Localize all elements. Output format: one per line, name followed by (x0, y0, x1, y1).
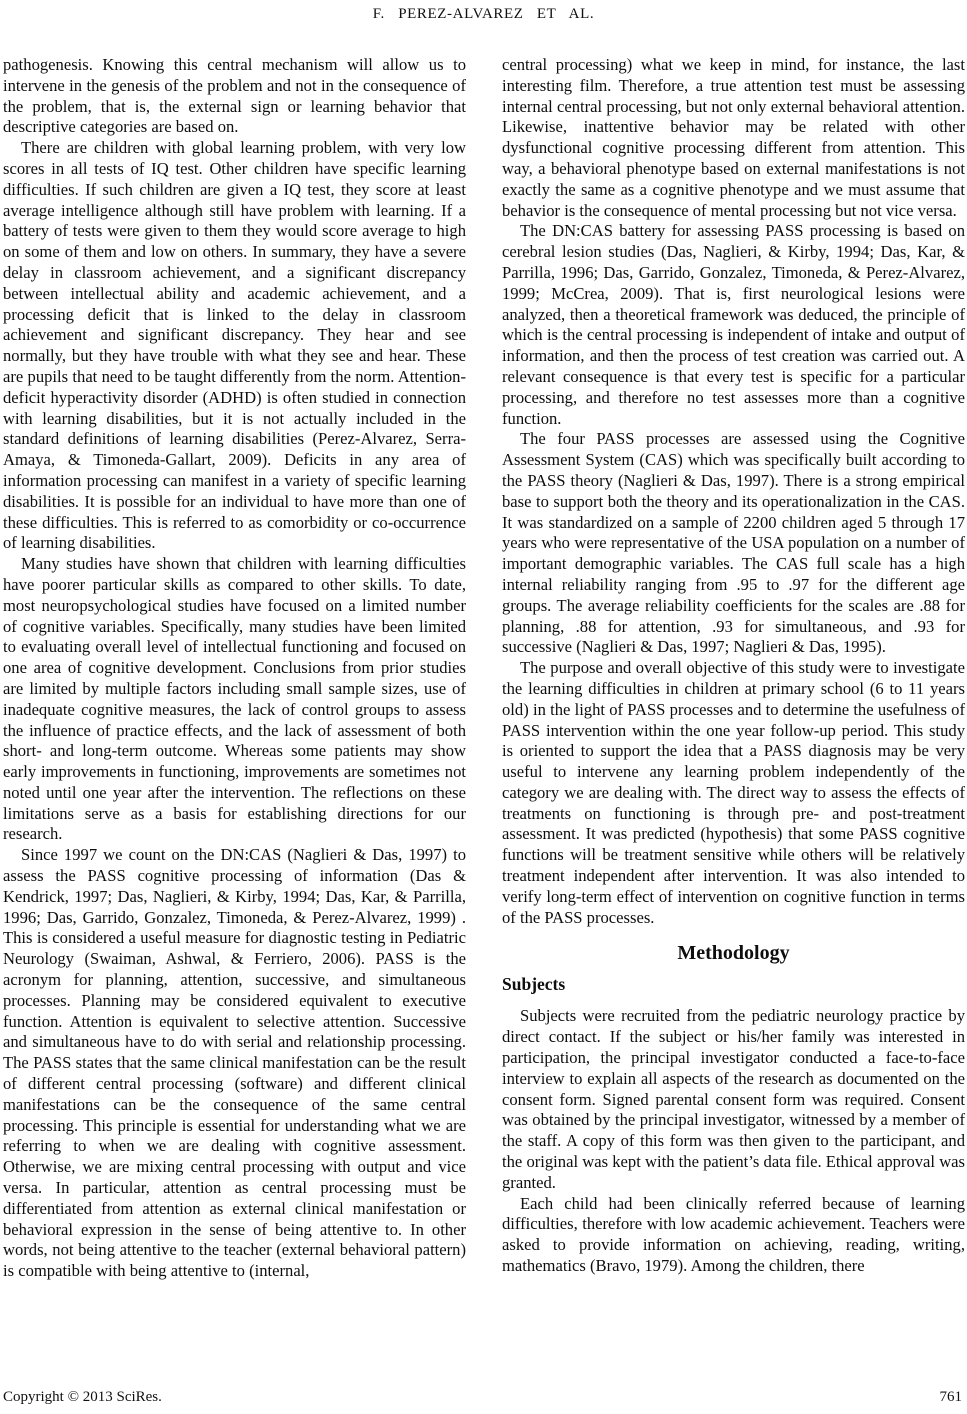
paragraph: The purpose and overall objective of this study were to investigate the learning difficulties in children at primary school (6 to 11 years old) in the light of PASS processes and to determine the usefulness of PASS intervention within the one year follow-up period. This study is oriented to support the idea that a PASS diagnosis may be very useful to intervene any learning problem independently of the category we are dealing with. The direct way to assess the effects of treatments on functioning is through pre- and post-treatment assessment. It was predicted (hypothesis) that some PASS cognitive functions will be treatment sensitive while others will be relatively treatment independent after intervention. It was also intended to verify long-term effect of intervention on cognitive function in terms of the PASS processes. (502, 658, 965, 927)
left-column (3, 55, 466, 1282)
paragraph: Many studies have shown that children with learning difficulties have poorer particular skills as compared to other skills. To date, most neuropsychological studies have focused on a limited number of cognitive variables. Specifically, many studies have been limited to evaluating overall level of intellectual functioning and focused on one area of cognitive development. Conclusions from prior studies are limited by multiple factors including small sample sizes, use of inadequate cognitive measures, the lack of control groups to assess the influence of practice effects, and the lack of assessment of both short- and long-term outcome. Whereas some patients may show early improvements in functioning, improvements are sometimes not noted until one year after the intervention. The reflections on these limitations serve as a basis for establishing directions for our research. (3, 554, 466, 844)
paragraph: Each child had been clinically referred because of learning difficulties, therefore with low academic achievement. Teachers were asked to provide information on achieving, reading, writing, mathematics (Bravo, 1979). Among the children, there (502, 1193, 965, 1276)
right-column (502, 55, 965, 1282)
paragraph: central processing) what we keep in mind, for instance, the last interesting film. Therefore, a true attention test must be assessing internal central processing, but not only external behavioral attention. Likewise, inattentive behavior may be related with other dysfunctional cognitive processing different from attention. This way, a behavioral phenotype based on external manifestations is not exactly the same as a cognitive phenotype and we must assume that behavior is the consequence of mental processing but not vice versa. (502, 55, 965, 220)
paragraph: The four PASS processes are assessed using the Cognitive Assessment System (CAS) which was specifically built according to the PASS theory (Naglieri & Das, 1997). There is a strong empirical base to support both the theory and its operationalization in the CAS. It was standardized on a sample of 2200 children aged 5 through 17 years who were representative of the USA population on a number of important demographic variables. The CAS full scale has a high internal reliability ranging from .95 to .97 for the different age groups. The average reliability coefficients for the scales are .88 for planning, .88 for attention, .93 for simultaneous, and .93 for successive (Naglieri & Das, 1997; Naglieri & Das, 1995). (502, 429, 965, 657)
running-head: F. PEREZ-ALVAREZ ET AL. (372, 6, 595, 22)
copyright-notice: Copyright © 2013 SciRes. (3, 1389, 162, 1405)
paragraph: Subjects were recruited from the pediatric neurology practice by direct contact. If the subject or his/her family was interested in participation, the principal investigator conducted a face-to-face interview to explain all aspects of the research as documented on the consent form. Signed parental consent form was required. Consent was obtained by the principal investigator, witnessed by a member of the staff. A copy of this form was then given to the participant, and the original was kept with the patient’s data file. Ethical approval was granted. (502, 1006, 965, 1192)
paragraph: Since 1997 we count on the DN:CAS (Naglieri & Das, 1997) to assess the PASS cognitive processing of information (Das & Kendrick, 1997; Das, Naglieri, & Kirby, 1994; Das, Kar, & Parrilla, 1996; Das, Garrido, Gonzalez, Timoneda, & Perez-Alvarez, 1999) . This is considered a useful measure for diagnostic testing in Pediatric Neurology (Swaiman, Ashwal, & Ferriero, 2006). PASS is the acronym for planning, attention, successive, and simultaneous processes. Planning may be considered equivalent to executive function. Attention is equivalent to selective attention. Successive and simultaneous have to do with serial and relationship processing. The PASS states that the same clinical manifestation can be the result of different central processing (software) and different clinical manifestations can be the consequence of the same central processing. This principle is essential for understanding what we are referring to when we are dealing with cognitive assessment. Otherwise, we are mixing central processing with output and vice versa. In particular, attention as central processing must be differentiated from attention as external clinical manifestation or behavioral expression in the sense of being attentive to. In other words, not being attentive to the teacher (external behavioral pattern) is compatible with being attentive to (internal, (3, 845, 466, 1281)
paragraph: There are children with global learning problem, with very low scores in all tests of IQ test. Other children have specific learning difficulties. If such children are given a IQ test, they score at least average intelligence although still have problem with learning. If a battery of tests were given to them they would score average to high on some of them and low on others. In summary, they have a severe delay in classroom achievement, and a significant discrepancy between intellectual ability and academic achievement, and a processing deficit that is linked to the delay in classroom achievement and significant discrepancy. They hear and see normally, but they have trouble with what they see and hear. These are pupils that need to be taught differently from the norm. Attention-deficit hyperactivity disorder (ADHD) is often studied in connection with learning disabilities, but it is not actually included in the standard definitions of learning disabilities (Perez-Alvarez, Serra-Amaya, & Timoneda-Gallart, 2009). Deficits in any area of information processing can manifest in a variety of specific learning disabilities. It is possible for an individual to have more than one of these difficulties. This is referred to as comorbidity or co-occurrence of learning disabilities. (3, 138, 466, 553)
subsection-heading: Subjects (502, 974, 566, 995)
page-number: 761 (939, 1389, 962, 1405)
paragraph: The DN:CAS battery for assessing PASS processing is based on cerebral lesion studies (Das, Naglieri, & Kirby, 1994; Das, Kar, & Parrilla, 1996; Das, Garrido, Gonzalez, Timoneda, & Perez-Alvarez, 1999; McCrea, 2009). That is, first neurological lesions were analyzed, then a theoretical framework was deduced, the principle of which is the central processing is independent of intake and output of information, and then the process of test creation was carried out. A relevant consequence is that every test is specific for a particular processing, and therefore no test assesses more than a cognitive function. (502, 221, 965, 428)
section-heading: Methodology (677, 942, 790, 965)
page-footer (3, 1389, 962, 1406)
body-columns (3, 55, 965, 1282)
paragraph: pathogenesis. Knowing this central mechanism will allow us to intervene in the genesis of the problem and not in the consequence of the problem, that is, the external sign or learning behavior that descriptive categories are based on. (3, 55, 466, 137)
